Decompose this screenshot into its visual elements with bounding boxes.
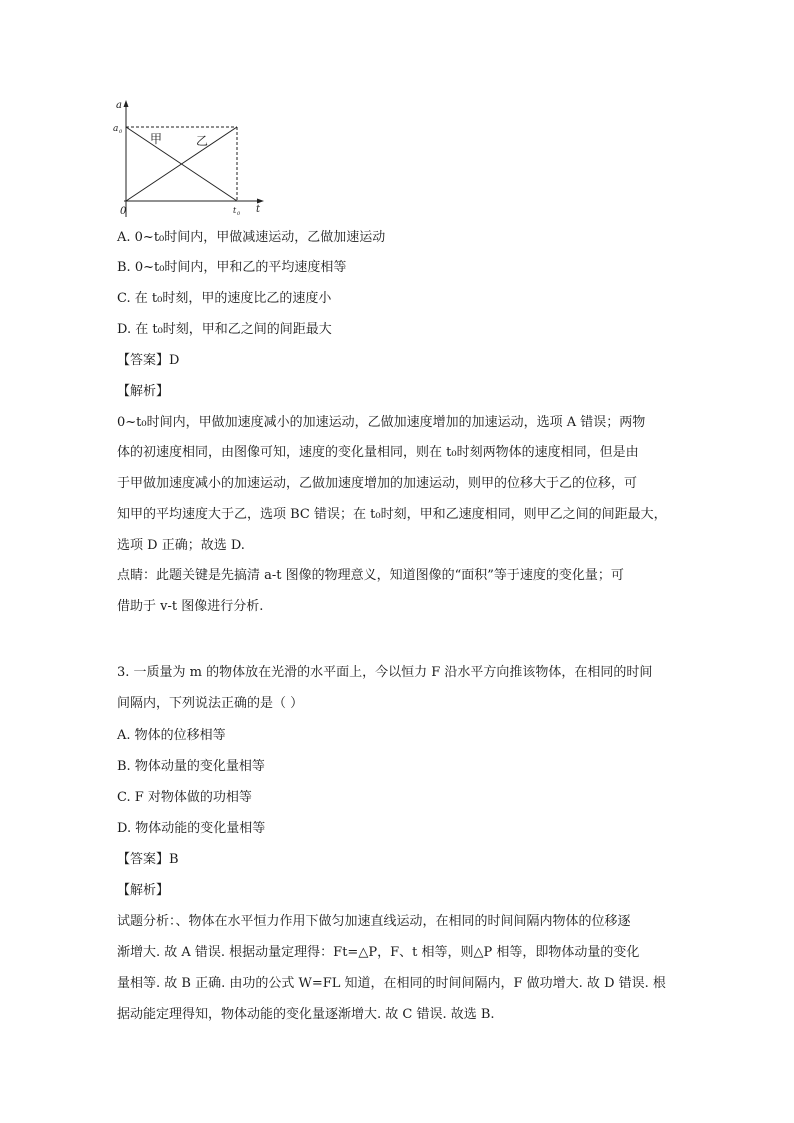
q2-option-c: C. 在 t₀时刻，甲的速度比乙的速度小 <box>117 291 332 306</box>
q3-analysis-line: 试题分析：、物体在水平恒力作用下做匀加速直线运动，在相同的时间间隔内物体的位移逐 <box>117 914 631 929</box>
q2-option-a: A. 0~t₀时间内，甲做减速运动，乙做加速运动 <box>117 230 386 245</box>
q3-stem-line: 间隔内，下列说法正确的是（ ） <box>117 696 304 711</box>
q2-option-b: B. 0~t₀时间内，甲和乙的平均速度相等 <box>117 260 347 275</box>
q2-analysis-heading: 【解析】 <box>117 384 170 399</box>
q3-option-c: C. F 对物体做的功相等 <box>117 790 252 805</box>
q3-stem-line: 3. 一质量为 m 的物体放在光滑的水平面上，今以恒力 F 沿水平方向推该物体，在相同的时间 <box>117 665 653 680</box>
q2-analysis-line: 于甲做加速度减小的加速运动，乙做加速度增加的加速运动，则甲的位移大于乙的位移，可 <box>117 476 638 491</box>
q3-analysis-line: 量相等. 故 B 正确. 由功的公式 W=FL 知道，在相同的时间间隔内，F 做功增大. 故 D 错误. 根 <box>117 976 666 991</box>
q3-option-b: B. 物体动量的变化量相等 <box>117 759 265 774</box>
q2-analysis-line: 0~t₀时间内，甲做加速度减小的加速运动，乙做加速度增加的加速运动，选项 A 错误；两物 <box>117 415 646 430</box>
origin-label: 0 <box>120 206 127 217</box>
x-value-sub: 0 <box>237 211 241 217</box>
q2-analysis-line: 知甲的平均速度大于乙，选项 BC 错误；在 t₀时刻，甲和乙速度相同，则甲乙之间的间距最大， <box>117 507 667 522</box>
q3-answer: 【答案】B <box>117 852 179 867</box>
y-value-label: a <box>113 124 119 134</box>
curve-jia-label: 甲 <box>150 132 163 146</box>
q2-tip-line: 借助于 v-t 图像进行分析. <box>117 599 264 614</box>
y-axis-arrow <box>124 100 129 107</box>
curve-yi-label: 乙 <box>196 134 209 148</box>
q2-tip-line: 点睛：此题关键是先搞清 a-t 图像的物理意义，知道图像的“面积”等于速度的变化量；可 <box>117 568 624 583</box>
q3-option-a: A. 物体的位移相等 <box>117 728 226 743</box>
q2-analysis-line: 体的初速度相同，由图像可知，速度的变化量相同，则在 t₀时刻两物体的速度相同，但是由 <box>117 445 639 460</box>
q3-analysis-line: 据动能定理得知，物体动能的变化量逐渐增大. 故 C 错误. 故选 B. <box>117 1007 495 1022</box>
x-value-label: t <box>233 206 237 215</box>
q2-analysis-line: 选项 D 正确；故选 D. <box>117 538 245 553</box>
q3-option-d: D. 物体动能的变化量相等 <box>117 821 266 836</box>
q3-analysis-heading: 【解析】 <box>117 883 170 898</box>
q2-answer: 【答案】D <box>117 353 180 368</box>
acceleration-time-graph <box>110 97 270 219</box>
q3-analysis-line: 渐增大. 故 A 错误. 根据动量定理得：Ft=△P，F、t 相等，则△P 相等，即物体动量的变化 <box>117 945 640 960</box>
y-value-sub: 0 <box>119 129 123 135</box>
x-axis-label: t <box>256 204 261 215</box>
q2-option-d: D. 在 t₀时刻，甲和乙之间的间距最大 <box>117 322 332 337</box>
x-axis-arrow <box>257 199 264 204</box>
y-axis-label: a <box>116 100 122 111</box>
